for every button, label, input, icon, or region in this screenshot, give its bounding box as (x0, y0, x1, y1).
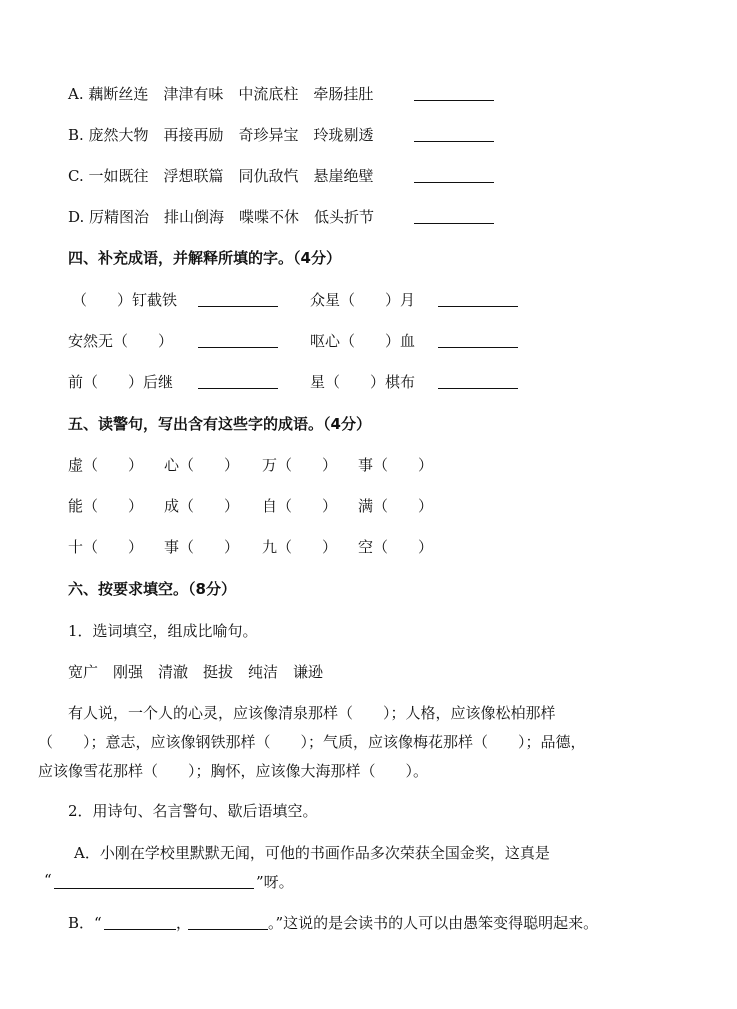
answer-blank[interactable] (198, 371, 278, 389)
q4-idiom-left: （ ）钉截铁 (72, 291, 178, 309)
answer-blank[interactable] (54, 871, 254, 889)
q5-cell[interactable]: 事（ ） (358, 456, 434, 474)
answer-blank[interactable] (198, 330, 278, 348)
q6-word-bank: 宽广 刚强 清澈 挺拔 纯洁 谦逊 (68, 663, 324, 681)
q4-idiom-left: 前（ ）后继 (68, 373, 174, 391)
q5-cell[interactable]: 自（ ） (262, 497, 338, 515)
q6-paragraph-line3: 应该像雪花那样（ ）；胸怀，应该像大海那样（ ）。 (38, 762, 429, 780)
answer-blank[interactable] (414, 83, 494, 101)
option-a-text: A. 藕断丝连 津津有味 中流底柱 牵肠挂肚 (68, 85, 374, 103)
q5-cell[interactable]: 满（ ） (358, 497, 434, 515)
answer-blank[interactable] (414, 206, 494, 224)
q6-sub2: 2．用诗句、名言警句、歇后语填空。 (68, 802, 318, 820)
q4-idiom-left: 安然无（ ） (68, 332, 174, 350)
q6-paragraph-line2: （ ）；意志，应该像钢铁那样（ ）；气质，应该像梅花那样（ ）；品德， (38, 733, 586, 751)
answer-blank[interactable] (438, 330, 518, 348)
answer-blank[interactable] (414, 124, 494, 142)
q4-idiom-right: 众星（ ）月 (310, 291, 416, 309)
q5-heading: 五、读警句，写出含有这些字的成语。（4分） (68, 415, 371, 433)
q5-cell[interactable]: 事（ ） (164, 538, 240, 556)
answer-blank[interactable] (188, 912, 268, 930)
answer-blank[interactable] (438, 289, 518, 307)
b-prefix: B．“ (68, 914, 102, 932)
b-suffix: 。”这说的是会读书的人可以由愚笨变得聪明起来。 (268, 914, 599, 932)
option-d-text: D. 厉精图治 排山倒海 喋喋不休 低头折节 (68, 208, 375, 226)
q6-b-line (68, 912, 668, 934)
q6-a-line2 (38, 871, 438, 893)
answer-blank[interactable] (438, 371, 518, 389)
q6-sub1: 1．选词填空，组成比喻句。 (68, 622, 258, 640)
option-c-text: C. 一如既往 浮想联篇 同仇敌忾 悬崖绝壁 (68, 167, 374, 185)
b-comma: ， (176, 914, 192, 932)
answer-blank[interactable] (198, 289, 278, 307)
q5-cell[interactable]: 成（ ） (164, 497, 240, 515)
q5-cell[interactable]: 空（ ） (358, 538, 434, 556)
q5-cell[interactable]: 虚（ ） (68, 456, 144, 474)
q6-a-line1: A．小刚在学校里默默无闻，可他的书画作品多次荣获全国金奖，这真是 (74, 844, 550, 862)
q4-heading: 四、补充成语，并解释所填的字。（4分） (68, 249, 341, 267)
answer-blank[interactable] (414, 165, 494, 183)
q5-cell[interactable]: 能（ ） (68, 497, 144, 515)
option-b-text: B. 庞然大物 再接再励 奇珍异宝 玲珑剔透 (68, 126, 374, 144)
q6-paragraph-line1: 有人说，一个人的心灵，应该像清泉那样（ ）；人格，应该像松柏那样 (68, 704, 556, 722)
close-quote: ”呀。 (256, 873, 294, 891)
q5-cell[interactable]: 九（ ） (262, 538, 338, 556)
answer-blank[interactable] (104, 912, 176, 930)
q5-cell[interactable]: 十（ ） (68, 538, 144, 556)
q6-heading: 六、按要求填空。（8分） (68, 580, 236, 598)
open-quote: “ (44, 871, 52, 889)
q4-idiom-right: 星（ ）棋布 (310, 373, 416, 391)
q5-cell[interactable]: 心（ ） (164, 456, 240, 474)
q4-idiom-right: 呕心（ ）血 (310, 332, 416, 350)
q5-cell[interactable]: 万（ ） (262, 456, 338, 474)
